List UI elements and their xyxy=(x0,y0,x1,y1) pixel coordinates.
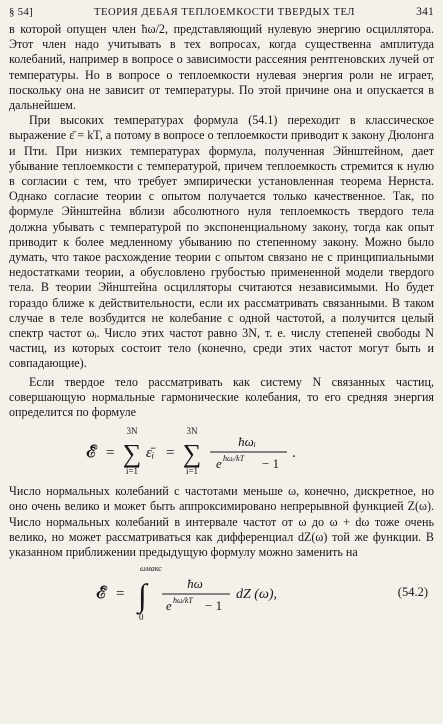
eq1-sum1-lower: i=1 xyxy=(125,466,138,477)
eq1-sum2-lower: i=1 xyxy=(185,466,198,477)
eq1-den-exp: ħωᵢ/kT xyxy=(222,454,244,464)
eq2-lhs: 𝓔̄ xyxy=(95,583,106,603)
eq2-den-tail: − 1 xyxy=(204,598,222,614)
eq1-numerator: ħωᵢ xyxy=(237,434,256,450)
eq1-end: . xyxy=(291,445,296,462)
equation-sum-svg xyxy=(82,422,362,482)
equation-mean-energy-sum xyxy=(9,420,434,484)
page-number: 341 xyxy=(416,6,434,18)
eq1-sum2-sign: ∑ xyxy=(182,439,201,469)
paragraph-4: Число нормальных колебаний с частотами меньше ω, конечно, дискретное, но оно очень велико и может быть аппроксимировано непрерывной функцией Z(ω). Число нормальных колебаний в интервале частот от ω до ω + dω тоже очень велико, но может рассматриваться как дифференциал dZ(ω) той же функции. В указанном приближении предыдущую формулу можно заменить на xyxy=(9,484,434,560)
running-title: ТЕОРИЯ ДЕБАЯ ТЕПЛОЕМКОСТИ ТВЕРДЫХ ТЕЛ xyxy=(94,7,355,18)
running-header xyxy=(9,6,434,22)
eq2-numerator: ħω xyxy=(186,576,203,592)
eq1-den-tail: − 1 xyxy=(261,456,279,472)
eq1-lhs: 𝓔̄ xyxy=(85,442,96,462)
eq1-sum1-sign: ∑ xyxy=(122,439,141,469)
eq1-sum2-upper: 3N xyxy=(186,426,197,437)
eq1-equals: = xyxy=(105,445,114,462)
eq1-term: ε̄ᵢ xyxy=(145,445,154,462)
eq2-den-base: e xyxy=(165,598,172,614)
eq1-equals-2: = xyxy=(165,445,174,462)
equation-number: (54.2) xyxy=(397,584,428,599)
eq1-den-base: e xyxy=(215,456,222,472)
eq2-int-lower: 0 xyxy=(138,612,143,623)
eq2-equals: = xyxy=(115,586,124,603)
eq2-int-upper: ωмакс xyxy=(139,564,162,574)
paragraph-1: в которой опущен член ħω/2, представляющий нулевую энергию осциллятора. Этот член надо учитывать в тех вопросах, когда существенна амплитуда колебаний, например в вопросе о зависимости рассеяния рентгеновских лучей от температуры. Но в вопросе о теплоемкости нулевая энергия роли не играет, поскольку она не зависит от температуры. По этой причине она и опускается в дальнейшем. xyxy=(9,22,434,113)
section-mark: § 54] xyxy=(9,6,33,18)
equation-mean-energy-integral xyxy=(9,560,434,624)
equation-integral-svg xyxy=(92,560,352,624)
paragraph-2: При высоких температурах формула (54.1) переходит в классическое выражение ε̄ = kT, а потому в вопросе о теплоемкости приводит к закону Дюлонга и Пти. При низких температурах формула, полученная Эйнштейном, дает убывание теплоемкости с температурой, причем теплоемкость стремится к нулю в согласии с тем, что требует эмпирически установленная теорема Нернста. Однако согласие теории с опытом получается только качественное. Так, по формуле Эйнштейна вблизи абсолютного нуля теплоемкость твердого тела должна убывать с температурой по экспоненциальному закону, тогда как опыт приводит к более медленному убыванию по степенному закону. Можно было думать, что такое расхождение теории с опытом связано не с принципиальными недостатками теории, а обусловлено грубостью примененной модели твердого тела. В теории Эйнштейна осцилляторы считаются независимыми. Но будет гораздо ближе к действительности, если их рассматривать связанными. В таком случае в теле возбудится не колебание с одной частотой, а получится целый спектр частот ωᵢ. Число этих частот равно 3N, т. е. числу степеней свободы N частиц, из которых состоит тело (конечно, среди этих частот могут быть и совпадающие). xyxy=(9,113,434,371)
paragraph-3: Если твердое тело рассматривать как систему N связанных частиц, совершающую нормальные гармонические колебания, то его средняя энергия определится по формуле xyxy=(9,374,434,420)
eq2-den-exp: ħω/kT xyxy=(172,596,193,606)
eq1-sum1-upper: 3N xyxy=(126,426,137,437)
eq2-differential: dZ (ω), xyxy=(235,587,277,603)
eq2-integral-sign: ∫ xyxy=(137,577,147,614)
